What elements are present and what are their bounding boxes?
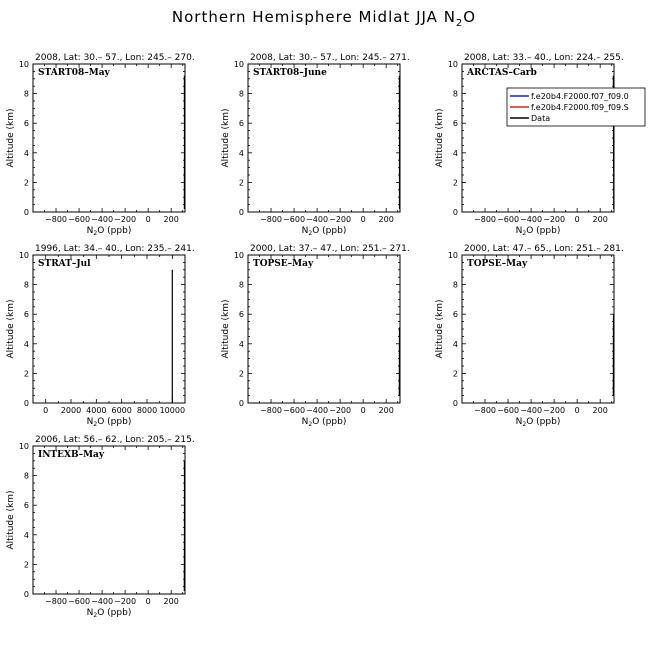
y-tick-label: 8 [23,280,29,290]
y-tick-label: 0 [238,208,244,217]
x-tick-label: −200 [329,215,352,224]
y-tick-label: 4 [23,530,29,540]
x-tick-label: −200 [114,597,137,606]
x-tick-label: −400 [306,406,329,415]
y-tick-label: 2 [23,369,29,379]
y-tick-label: 10 [233,251,244,260]
x-tick-label: 200 [592,215,608,224]
y-tick-label: 8 [238,89,244,99]
y-tick-label: 4 [452,148,458,158]
y-tick-label: 10 [18,60,29,69]
x-tick-label: −200 [114,215,137,224]
x-tick-label: 200 [163,215,179,224]
y-tick-label: 10 [18,442,29,451]
panel-header: 2000, Lat: 37.– 47., Lon: 251.– 271. [250,244,410,254]
x-tick-label: 0 [360,215,366,224]
y-tick-label: 4 [452,339,458,349]
y-axis-label: Altitude (km) [6,299,16,359]
y-tick-label: 6 [23,310,29,320]
y-tick-label: 6 [23,119,29,129]
x-tick-label: 0 [574,406,580,415]
axes-frame [33,255,185,403]
y-tick-label: 0 [452,399,458,408]
x-tick-label: 10000 [159,406,186,415]
y-tick-label: 8 [452,89,458,99]
panel-header: 1996, Lat: 34.– 40., Lon: 235.– 241. [35,244,195,254]
campaign-label: START08–May [38,68,110,78]
x-tick-label: −600 [497,406,520,415]
y-tick-label: 0 [238,399,244,408]
axes-frame [33,64,185,212]
y-tick-label: 6 [238,310,244,320]
x-tick-label: 0 [43,406,49,415]
campaign-label: ARCTAS–Carb [467,68,537,78]
x-tick-label: −200 [329,406,352,415]
x-axis-label: $N_2O$ (ppb) [515,417,561,428]
y-tick-label: 4 [23,339,29,349]
x-tick-label: −400 [520,215,543,224]
campaign-label: STRAT–Jul [38,259,91,269]
panel-6 [435,244,624,428]
y-axis-label: Altitude (km) [435,108,445,168]
x-tick-label: −200 [543,215,566,224]
y-tick-label: 6 [452,310,458,320]
panel-4 [6,244,195,428]
panel-header: 2000, Lat: 47.– 65., Lon: 251.– 281. [464,244,624,254]
y-axis-label: Altitude (km) [221,108,231,168]
axes-frame [248,64,400,212]
y-tick-label: 6 [23,501,29,511]
y-tick-label: 10 [447,60,458,69]
x-tick-label: 6000 [111,406,132,415]
y-tick-label: 2 [238,178,244,188]
y-tick-label: 10 [447,251,458,260]
x-tick-label: 0 [145,215,151,224]
axes-frame [462,255,614,403]
y-tick-label: 2 [23,178,29,188]
y-tick-label: 2 [23,560,29,570]
x-tick-label: −400 [306,215,329,224]
x-tick-label: −400 [520,406,543,415]
x-tick-label: 0 [574,215,580,224]
y-tick-label: 0 [452,208,458,217]
panel-1 [6,53,195,237]
y-tick-label: 6 [238,119,244,129]
y-tick-label: 4 [238,148,244,158]
y-tick-label: 8 [23,471,29,481]
x-tick-label: 0 [145,597,151,606]
panel-7 [6,435,195,619]
panel-header: 2008, Lat: 30.– 57., Lon: 245.– 271. [250,53,410,63]
x-tick-label: −800 [260,215,283,224]
x-axis-label: $N_2O$ (ppb) [86,608,132,619]
campaign-label: TOPSE–May [467,259,528,269]
x-tick-label: −200 [543,406,566,415]
y-tick-label: 4 [23,148,29,158]
x-tick-label: −800 [474,406,497,415]
y-axis-label: Altitude (km) [6,108,16,168]
x-tick-label: 200 [378,215,394,224]
y-tick-label: 0 [23,399,29,408]
x-axis-label: $N_2O$ (ppb) [301,226,347,237]
y-tick-label: 10 [233,60,244,69]
figure-title-tail: O [463,8,477,26]
axes-frame [248,255,400,403]
campaign-label: INTEXB–May [38,450,105,460]
x-tick-label: 200 [378,406,394,415]
x-tick-label: 200 [592,406,608,415]
panel-3 [435,53,645,237]
x-tick-label: 0 [360,406,366,415]
y-tick-label: 2 [452,369,458,379]
panel-header: 2008, Lat: 30.– 57., Lon: 245.– 270. [35,53,195,63]
y-axis-label: Altitude (km) [435,299,445,359]
y-tick-label: 8 [238,280,244,290]
x-tick-label: −400 [91,215,114,224]
x-tick-label: −600 [68,215,91,224]
campaign-label: START08–June [253,68,327,78]
y-tick-label: 10 [18,251,29,260]
x-axis-label: $N_2O$ (ppb) [86,417,132,428]
axes-frame [462,64,614,212]
x-tick-label: −800 [45,597,68,606]
figure-title-subscript: 2 [455,18,464,29]
y-tick-label: 8 [452,280,458,290]
x-tick-label: −600 [68,597,91,606]
y-tick-label: 0 [23,590,29,599]
y-tick-label: 8 [23,89,29,99]
panel-5 [221,244,410,428]
x-axis-label: $N_2O$ (ppb) [515,226,561,237]
x-tick-label: −600 [283,406,306,415]
panel-header: 2008, Lat: 33.– 40., Lon: 224.– 255. [464,53,624,63]
panel-2 [221,53,410,237]
legend-entry-label: f.e20b4.F2000.f07_f09.0 [531,92,629,101]
y-tick-label: 2 [452,178,458,188]
y-axis-label: Altitude (km) [6,490,16,550]
y-tick-label: 6 [452,119,458,129]
x-tick-label: −800 [45,215,68,224]
y-tick-label: 0 [23,208,29,217]
panel-header: 2006, Lat: 56.– 62., Lon: 205.– 215. [35,435,195,445]
x-tick-label: −400 [91,597,114,606]
figure-title [172,8,476,29]
legend [507,88,645,126]
campaign-label: TOPSE–May [253,259,314,269]
legend-entry-label: Data [531,114,551,123]
x-tick-label: 8000 [136,406,158,415]
x-tick-label: −800 [474,215,497,224]
x-tick-label: −600 [497,215,520,224]
x-tick-label: −800 [260,406,283,415]
x-axis-label: $N_2O$ (ppb) [86,226,132,237]
legend-entry-label: f.e20b4.F2000.f09_f09.S [531,103,629,112]
y-tick-label: 4 [238,339,244,349]
x-tick-label: 4000 [86,406,107,415]
x-tick-label: 200 [163,597,179,606]
x-tick-label: −600 [283,215,306,224]
y-axis-label: Altitude (km) [221,299,231,359]
panels-group [6,53,645,619]
axes-frame [33,446,185,594]
x-axis-label: $N_2O$ (ppb) [301,417,347,428]
y-tick-label: 2 [238,369,244,379]
x-tick-label: 2000 [60,406,82,415]
figure-title-main: Northern Hemisphere Midlat JJA N [171,8,456,26]
